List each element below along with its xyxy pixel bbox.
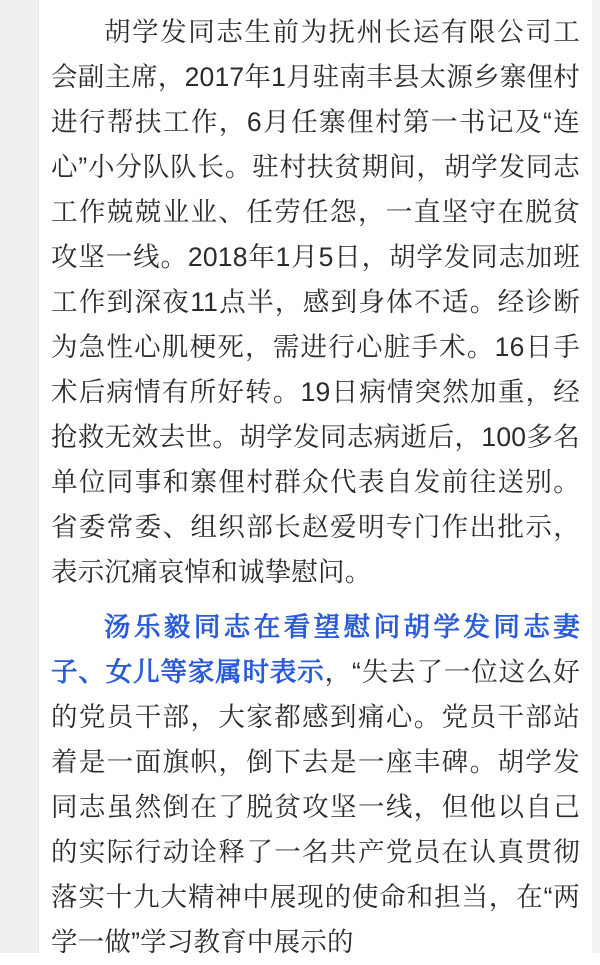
- paragraph-1: [51, 10, 580, 595]
- paragraph-2-text: ，“失去了一位这么好的党员干部，大家都感到痛心。党员干部站着是一面旗帜，倒下去是一座丰碑。胡学发同志虽然倒在了脱贫攻坚一线，但他以自己的实际行动诠释了一名共产党员在认真贯彻落实十九大精神中展现的使命和担当，在“两学一做”学习教育中展示的: [51, 657, 580, 957]
- paragraph-2: [51, 605, 580, 965]
- paragraph-1-text: 胡学发同志生前为抚州长运有限公司工会副主席，2017年1月驻南丰县太源乡寨俚村进行帮扶工作，6月任寨俚村第一书记及“连心”小分队队长。驻村扶贫期间，胡学发同志工作兢兢业业、任劳任怨，一直坚守在脱贫攻坚一线。2018年1月5日，胡学发同志加班工作到深夜11点半，感到身体不适。经诊断为急性心肌梗死，需进行心脏手术。16日手术后病情有所好转。19日病情突然加重，经抢救无效去世。胡学发同志病逝后，100多名单位同事和寨俚村群众代表自发前往送别。省委常委、组织部长赵爱明专门作出批示，表示沉痛哀悼和诚挚慰问。: [51, 17, 580, 587]
- paragraph-2-highlight: 汤乐毅同志在看望慰问胡学发同志妻子、女儿等家属时表示: [51, 612, 580, 687]
- right-gutter: [592, 0, 600, 953]
- article-body: [39, 0, 592, 957]
- left-gutter: [0, 0, 39, 953]
